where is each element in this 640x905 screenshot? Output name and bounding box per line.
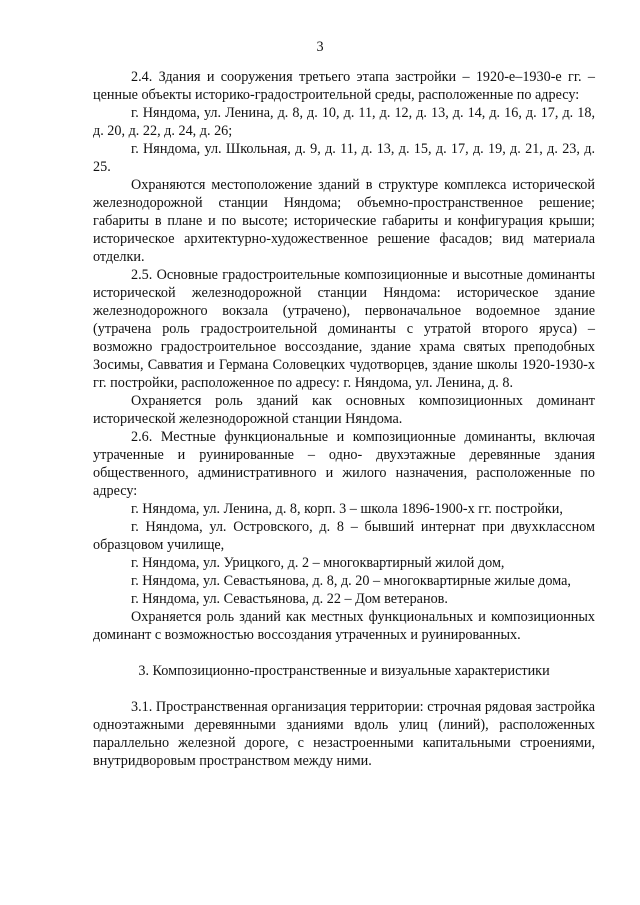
page-number: 3 — [316, 39, 324, 55]
address-sevastyanova-22: г. Няндома, ул. Севастьянова, д. 22 – Дом ветеранов. — [131, 591, 448, 607]
paragraph-2-4: 2.4. Здания и сооружения третьего этапа застройки – 1920-е–1930-е гг. – ценные объекты историко-градостроительной среды, расположенные по адресу: — [93, 69, 595, 103]
address-uritskogo: г. Няндома, ул. Урицкого, д. 2 – многоквартирный жилой дом, — [131, 555, 505, 571]
protected-role-2-6: Охраняется роль зданий как местных функциональных и композиционных доминант с возможностью воссоздания утраченных и руинированных. — [93, 609, 595, 643]
protected-features-2-4: Охраняются местоположение зданий в структуре комплекса исторической железнодорожной станции Няндома; объемно-пространственное решение; габариты в плане и по высоте; исторические габариты и конфигурация крыши; историческое архитектурно-художественное решение фасадов; вид материала отделки. — [93, 177, 595, 265]
paragraph-3-1: 3.1. Пространственная организация территории: строчная рядовая застройка одноэтажными деревянными зданиями вдоль улиц (линий), расположенных параллельно железной дороге, с незастроенными капитальными строениями, внутридворовым пространством между ними. — [93, 699, 595, 769]
protected-role-2-5: Охраняется роль зданий как основных композиционных доминант исторической железнодорожной станции Няндома. — [93, 393, 595, 427]
address-sevastyanova-8-20: г. Няндома, ул. Севастьянова, д. 8, д. 20 – многоквартирные жилые дома, — [131, 573, 571, 589]
paragraph-2-5: 2.5. Основные градостроительные композиционные и высотные доминанты исторической железнодорожной станции Няндома: историческое здание железнодорожного вокзала (утрачено), первоначальное водоемное здание (утрачена роль градостроительной доминанты с утратой второго яруса) – возможно градостроительное воссоздание, здание храма святых преподобных Зосимы, Савватия и Германа Соловецких чудотворцев, здание школы 1920-1930-х гг. постройки, расположенное по адресу: г. Няндома, ул. Ленина, д. 8. — [93, 267, 595, 391]
address-internat: г. Няндома, ул. Островского, д. 8 – бывший интернат при двухклассном образцовом училище, — [93, 519, 595, 553]
paragraph-2-6: 2.6. Местные функциональные и композиционные доминанты, включая утраченные и руинированные – одно- двухэтажные деревянные здания общественного, административного и жилого назначения, расположенные по адресу: — [93, 429, 595, 499]
spacer — [93, 644, 595, 662]
address-shkolnaya-list: г. Няндома, ул. Школьная, д. 9, д. 11, д. 13, д. 15, д. 17, д. 19, д. 21, д. 23, д. 25. — [93, 141, 595, 175]
page-content — [93, 68, 595, 770]
address-school: г. Няндома, ул. Ленина, д. 8, корп. 3 – школа 1896-1900-х гг. постройки, — [131, 501, 563, 517]
section-heading: 3. Композиционно-пространственные и визуальные характеристики — [138, 663, 550, 679]
address-lenina-list: г. Няндома, ул. Ленина, д. 8, д. 10, д. 11, д. 12, д. 13, д. 14, д. 16, д. 17, д. 18, д. 20, д. 22, д. 24, д. 26; — [93, 105, 595, 139]
spacer — [93, 680, 595, 698]
